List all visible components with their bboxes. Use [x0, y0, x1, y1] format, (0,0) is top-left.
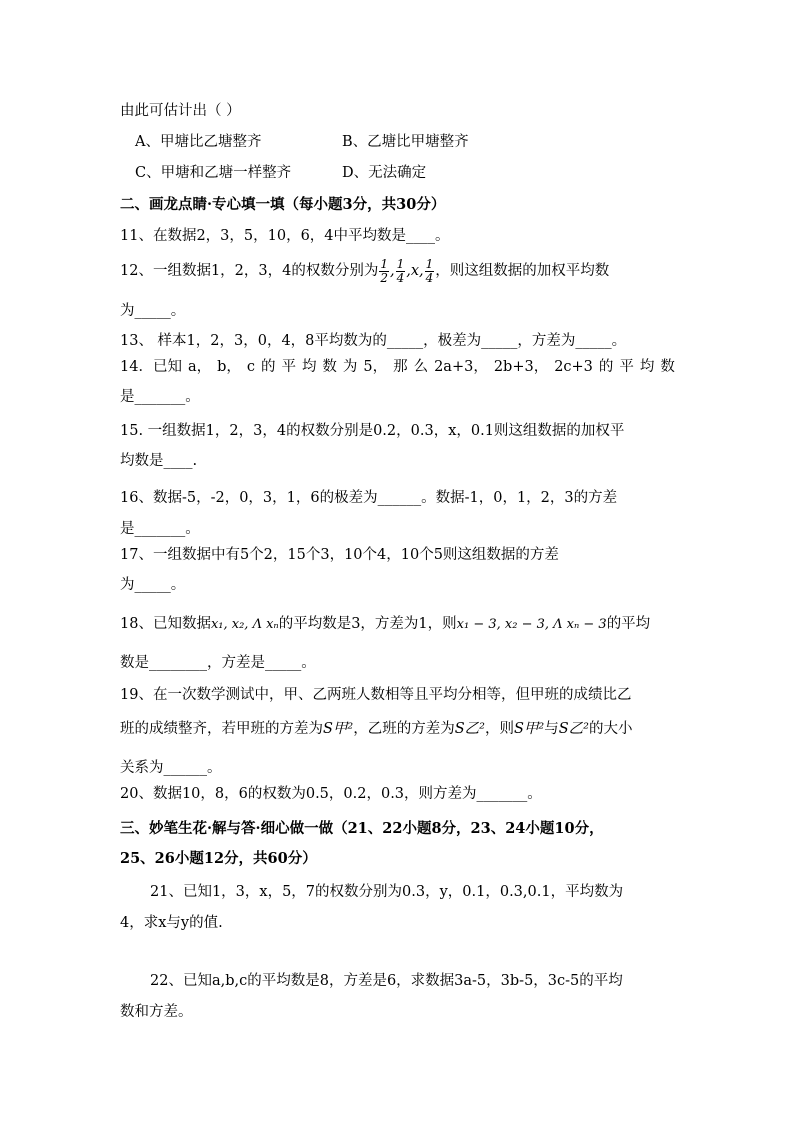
q14-token: c [246, 359, 255, 375]
section-2-heading: 二、画龙点睛·专心填一填（每小题3分，共30分） [120, 196, 446, 213]
question-19-line1: 19、在一次数学测试中，甲、乙两班人数相等且平均分相等，但甲班的成绩比乙 [120, 687, 632, 703]
q14-token: 平 [619, 359, 634, 375]
q14-token: 的 [260, 359, 276, 375]
s-jia-squared: S甲² [323, 721, 354, 737]
q14-token: 数 [660, 359, 675, 375]
q14-token: a， [187, 359, 212, 375]
q18-sequence-1: x₁, x₂, Λ xₙ [210, 617, 279, 632]
q14-token: 的 [598, 359, 614, 375]
q19-text-1: 班的成绩整齐，若甲班的方差为 [120, 721, 323, 737]
q19-text-2: ，乙班的方差为 [353, 721, 455, 737]
question-19-line3: 关系为______。 [120, 760, 222, 776]
q14-token: 均 [639, 359, 655, 375]
question-19-line2 [120, 722, 633, 737]
question-12-line1: 12、一组数据1，2，3，4的权数分别为 $\frac{1}{2}$ , $\frac{1}{4}$ , x , $\frac{1}{4}$ ，则这组数据的加权平均数 [120, 257, 610, 285]
option-a: A、甲塘比乙塘整齐 [135, 134, 262, 150]
q12-text-post: ，则这组数据的加权平均数 [435, 263, 610, 280]
section-3-heading-line2: 25、26小题12分，共60分） [120, 850, 317, 867]
q19-text-3: ，则 [485, 721, 514, 737]
q14-token: 数 [322, 359, 337, 375]
s-yi-squared-2: S乙² [558, 721, 589, 737]
question-21-line2: 4，求x与y的值. [120, 915, 223, 931]
fraction-1-2: $\frac{1}{2}$ [380, 257, 388, 285]
q14-token: 2b+3， [493, 359, 549, 375]
q19-text-4: 与 [544, 721, 559, 737]
q14-token: b， [217, 359, 241, 375]
s-jia-squared-2: S甲² [514, 721, 545, 737]
q14-token: 那 [393, 359, 408, 375]
q18-text-post: 的平均 [606, 616, 651, 632]
intro-line: 由此可估计出（ ） [120, 103, 241, 119]
question-16-line1: 16、数据-5，-2，0，3，1，6的极差为______。数据-1，0，1，2，3的方差 [120, 490, 618, 506]
question-11: 11、在数据2，3，5，10，6，4中平均数是____。 [120, 228, 450, 244]
question-18-line1 [120, 617, 650, 632]
question-15-line2: 均数是____. [120, 453, 198, 469]
question-18-line2: 数是________，方差是_____。 [120, 655, 316, 671]
fraction-1-4: $\frac{1}{4}$ [396, 257, 405, 285]
q12-text-pre: 12、一组数据1，2，3，4的权数分别为 [120, 263, 379, 280]
question-21-line1: 21、已知1，3，x，5，7的权数分别为0.3，y，0.1，0.3,0.1，平均数为 [150, 884, 624, 900]
q14-token: 2c+3 [554, 359, 593, 375]
q14-token: 为 [342, 359, 358, 375]
x-symbol: x [410, 263, 420, 280]
q18-text-mid: 的平均数是3，方差为1，则 [278, 616, 457, 632]
question-22-line1: 22、已知a,b,c的平均数是8，方差是6，求数据3a-5，3b-5，3c-5的平均 [150, 973, 623, 989]
q18-sequence-2: x₁ − 3, x₂ − 3, Λ xₙ − 3 [456, 617, 607, 632]
question-20: 20、数据10，8，6的权数为0.5，0.2，0.3，则方差为_______。 [120, 786, 542, 802]
s-yi-squared: S乙² [454, 721, 485, 737]
q14-token: 5， [363, 359, 388, 375]
section-3-heading-line1: 三、妙笔生花·解与答·细心做一做（21、22小题8分，23、24小题10分， [120, 820, 604, 837]
question-15-line1: 15. 一组数据1，2，3，4的权数分别是0.2，0.3，x，0.1则这组数据的加权平 [120, 423, 625, 439]
option-c: C、甲塘和乙塘一样整齐 [135, 165, 292, 181]
q14-token: 么 [413, 359, 429, 375]
question-17-line2: 为_____。 [120, 577, 186, 593]
question-22-line2: 数和方差。 [120, 1004, 193, 1020]
question-14-line2: 是_______。 [120, 389, 200, 405]
q14-token: 均 [301, 359, 317, 375]
question-14-line1 [120, 360, 675, 375]
q14-token: 14．已知 [120, 359, 182, 375]
option-b: B、乙塘比甲塘整齐 [342, 134, 469, 150]
option-d: D、无法确定 [342, 165, 427, 181]
question-12-line2: 为_____。 [120, 303, 186, 319]
question-13: 13、 样本1，2，3，0，4，8平均数为的_____，极差为_____，方差为_____。 [120, 333, 627, 349]
q18-text-pre: 18、已知数据 [120, 616, 211, 632]
q19-text-5: 的大小 [589, 721, 633, 737]
q14-token: 平 [281, 359, 296, 375]
question-16-line2: 是_______。 [120, 521, 200, 537]
fraction-1-4b: $\frac{1}{4}$ [425, 257, 434, 285]
q14-token: 2a+3， [434, 359, 488, 375]
question-17-line1: 17、一组数据中有5个2，15个3，10个4，10个5则这组数据的方差 [120, 547, 559, 563]
